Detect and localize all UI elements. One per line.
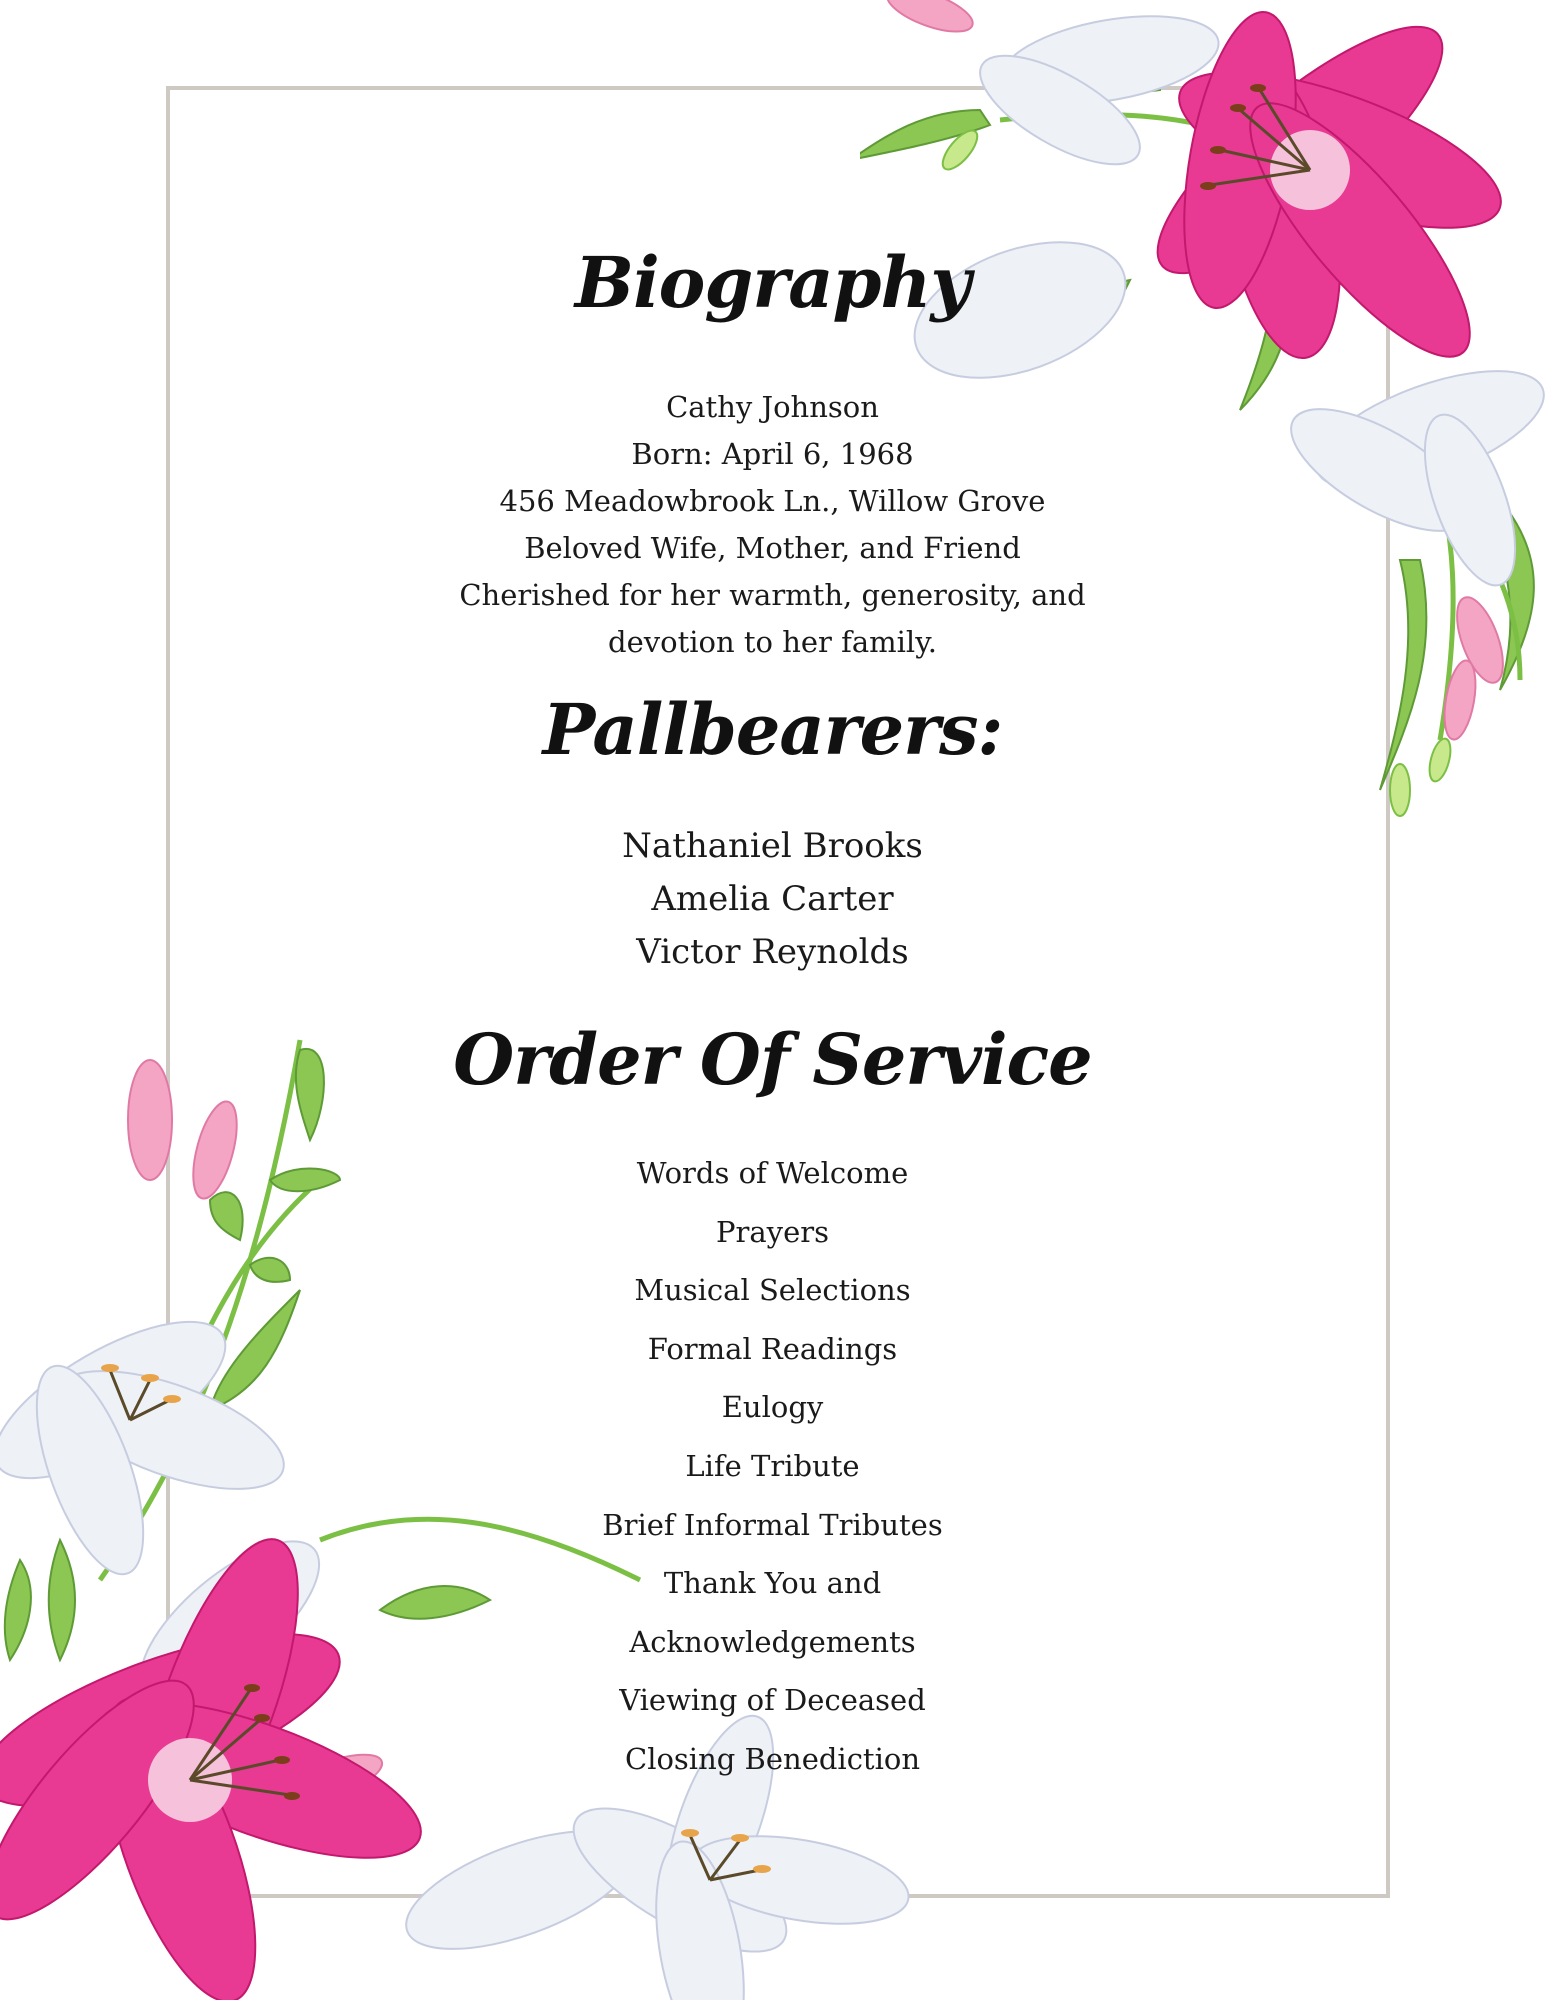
biography-heading: Biography	[574, 241, 971, 324]
biography-section	[300, 241, 1245, 324]
pallbearers-heading: Pallbearers:	[542, 688, 1003, 771]
service-item: Prayers	[716, 1214, 829, 1249]
service-item: Brief Informal Tributes	[602, 1507, 943, 1542]
pallbearers-list	[300, 820, 1245, 979]
pallbearer-name: Amelia Carter	[651, 879, 894, 919]
biography-line: Cathy Johnson	[666, 390, 879, 424]
biography-line: devotion to her family.	[608, 625, 937, 659]
service-item: Formal Readings	[647, 1331, 898, 1366]
biography-line: Born: April 6, 1968	[631, 437, 914, 471]
pallbearer-name: Nathaniel Brooks	[622, 826, 923, 866]
service-item: Musical Selections	[634, 1273, 911, 1308]
order-of-service-list	[300, 1144, 1245, 1789]
service-item: Eulogy	[721, 1390, 824, 1425]
service-item: Life Tribute	[685, 1448, 860, 1483]
order-of-service-heading: Order Of Service	[453, 1018, 1092, 1101]
pallbearers-section	[300, 688, 1245, 771]
service-item: Thank You and	[663, 1566, 882, 1601]
biography-line: Beloved Wife, Mother, and Friend	[524, 531, 1021, 565]
service-item: Closing Benediction	[625, 1741, 920, 1776]
biography-line: Cherished for her warmth, generosity, and	[459, 578, 1086, 612]
pallbearer-name: Victor Reynolds	[636, 932, 909, 972]
order-of-service-section	[300, 1018, 1245, 1101]
service-item: Words of Welcome	[636, 1156, 909, 1190]
biography-details	[300, 384, 1245, 666]
biography-line: 456 Meadowbrook Ln., Willow Grove	[499, 484, 1046, 518]
service-item: Viewing of Deceased	[619, 1683, 926, 1718]
service-item: Acknowledgements	[629, 1624, 916, 1659]
